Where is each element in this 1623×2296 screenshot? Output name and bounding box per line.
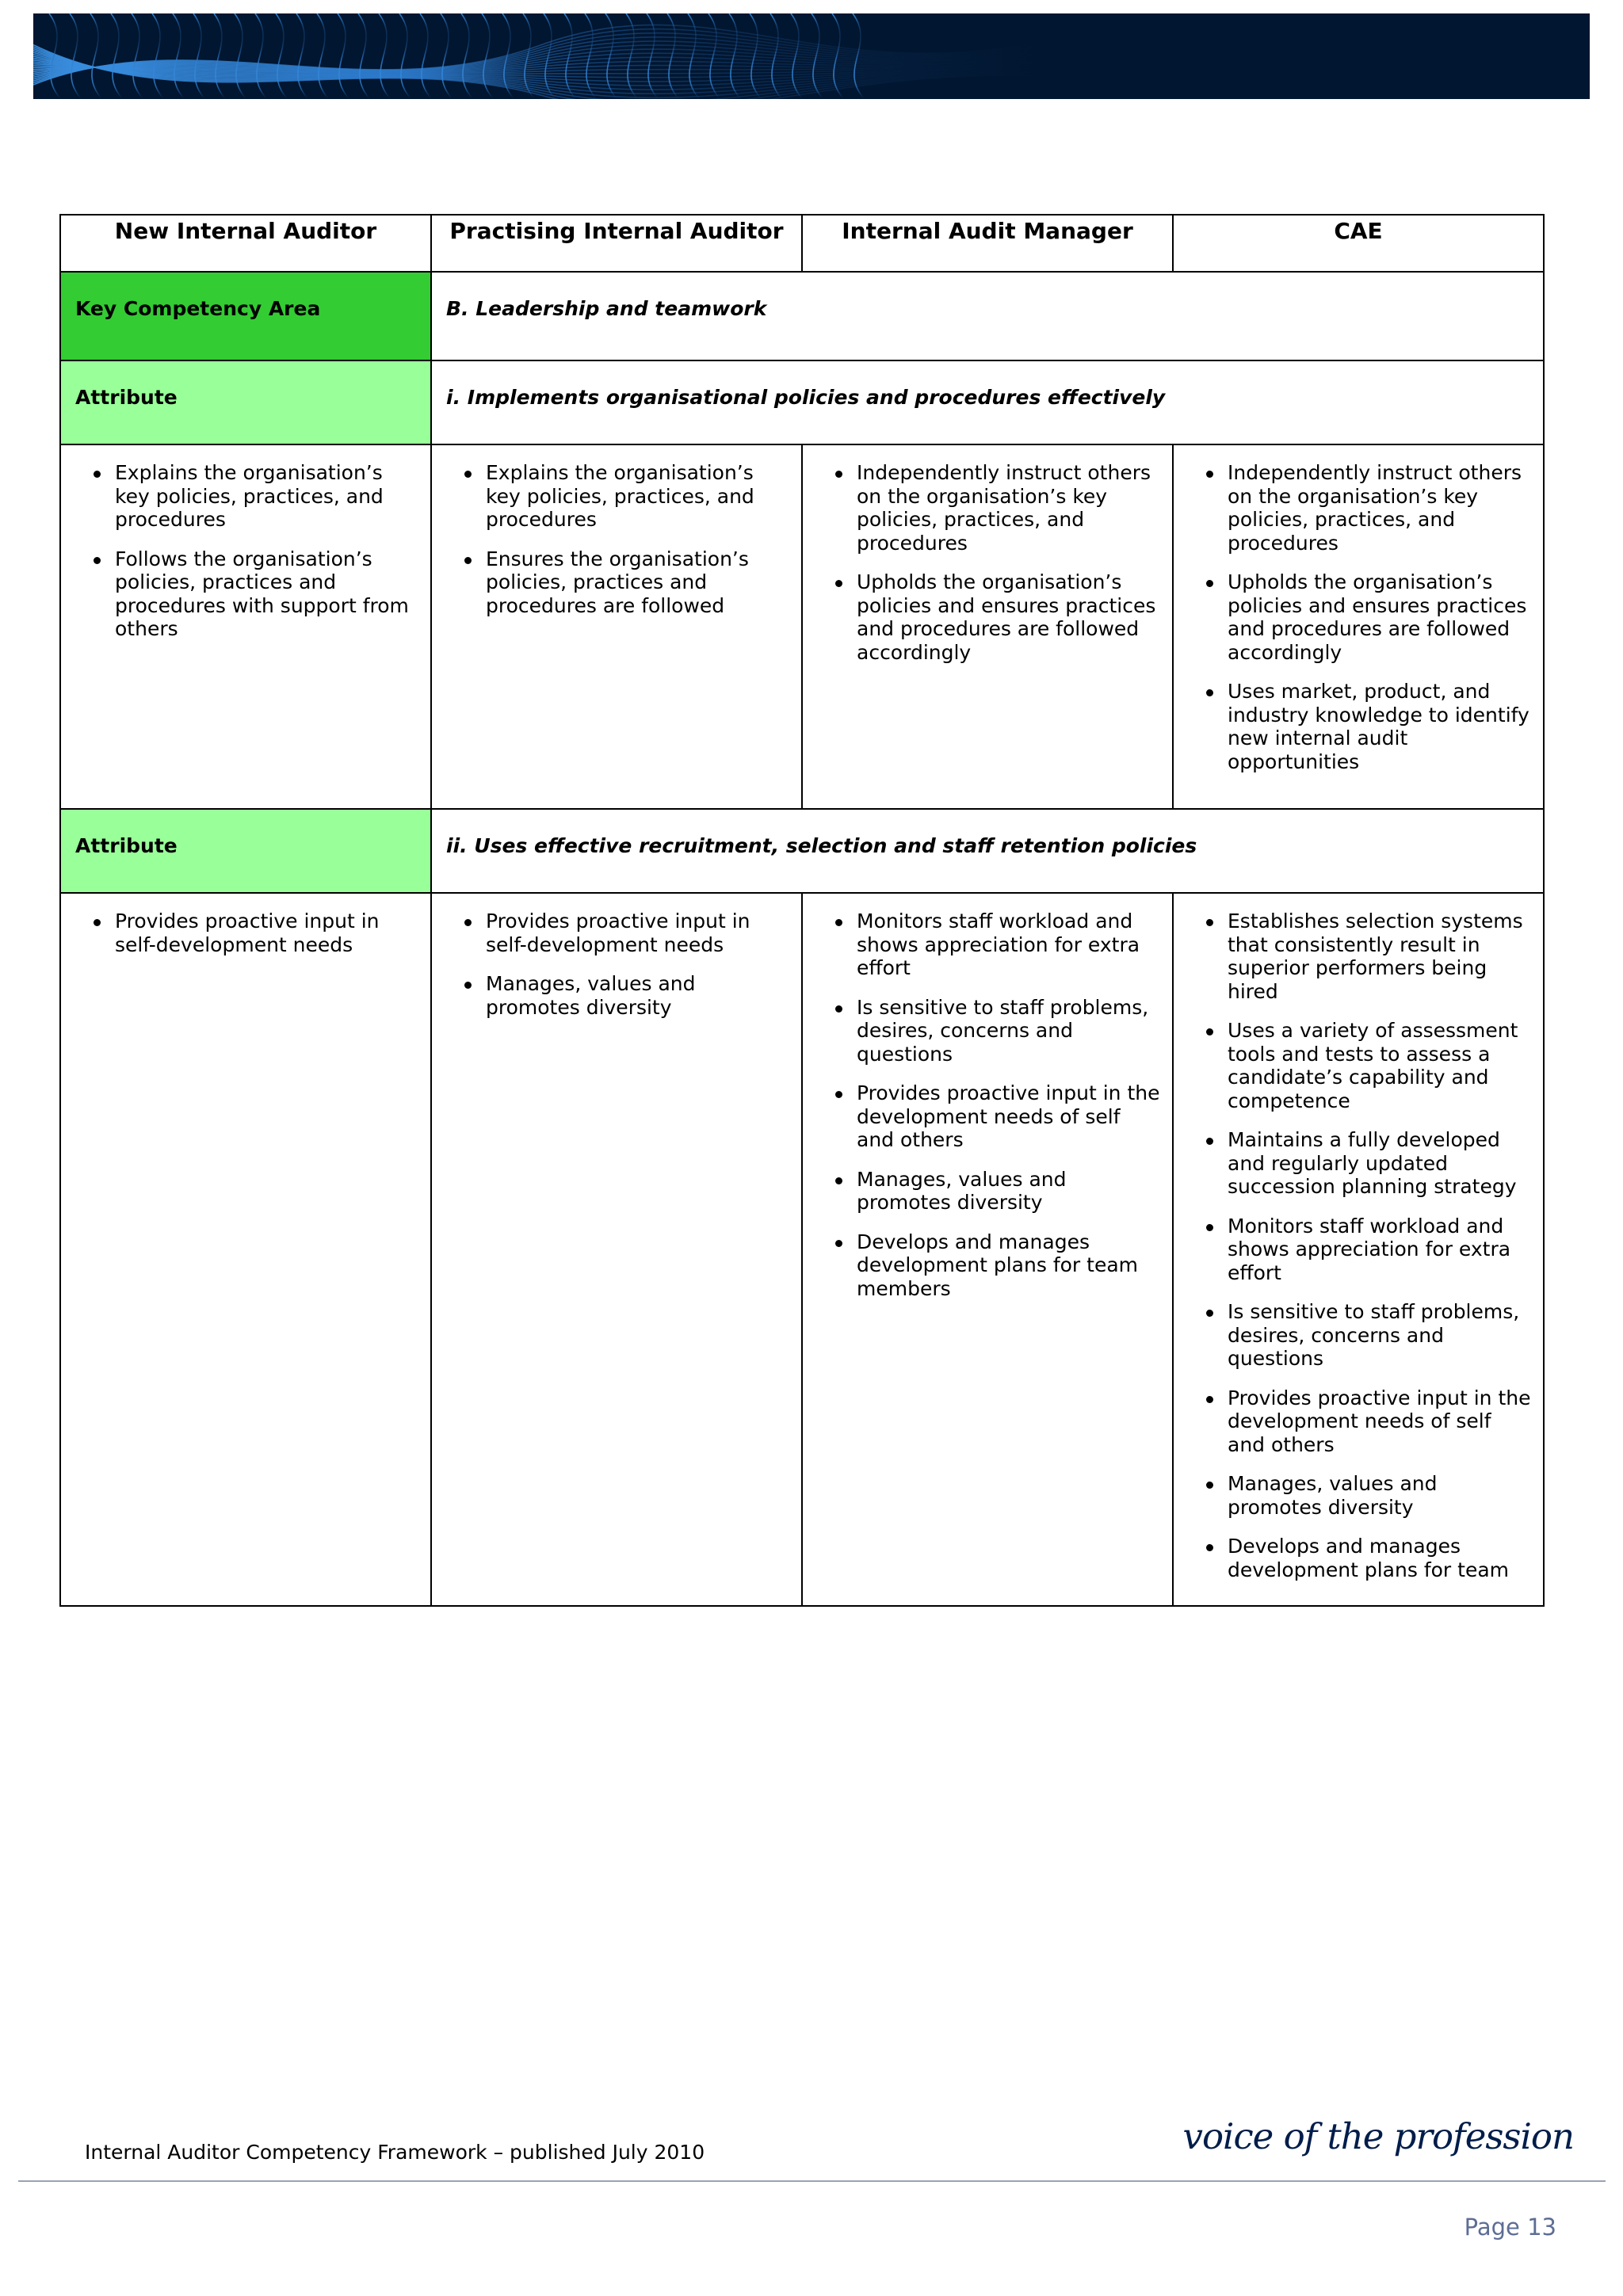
list-item: Explains the organisation’s key policies, practices, and procedures <box>486 461 790 532</box>
cell-practising-internal-auditor <box>431 893 802 1606</box>
list-item: Explains the organisation’s key policies, practices, and procedures <box>115 461 419 532</box>
attribute-label: Attribute <box>60 360 431 444</box>
key-competency-value: B. Leadership and teamwork <box>431 272 1544 360</box>
list-item: Develops and manages development plans for team <box>1228 1535 1532 1581</box>
cell-cae <box>1173 444 1544 809</box>
cell-cae <box>1173 893 1544 1606</box>
attribute-value: ii. Uses effective recruitment, selection and staff retention policies <box>431 809 1544 893</box>
footer-publication-text: Internal Auditor Competency Framework – published July 2010 <box>85 2141 705 2164</box>
bullet-list <box>803 461 1161 664</box>
bullet-list <box>1174 910 1532 1581</box>
competency-table <box>59 214 1545 1607</box>
header-banner <box>33 13 1590 99</box>
list-item: Monitors staff workload and shows appreciation for extra effort <box>857 910 1161 980</box>
bullet-list <box>1174 461 1532 773</box>
key-competency-label: Key Competency Area <box>60 272 431 360</box>
list-item: Manages, values and promotes diversity <box>1228 1472 1532 1519</box>
list-item: Manages, values and promotes diversity <box>486 972 790 1019</box>
page-number: Page 13 <box>1464 2214 1556 2241</box>
list-item: Provides proactive input in the development needs of self and others <box>1228 1386 1531 1456</box>
bullet-list <box>432 461 790 617</box>
column-header-practising-internal-auditor: Practising Internal Auditor <box>431 215 802 272</box>
list-item: Upholds the organisation’s policies and ensures practices and procedures are followed accordingly <box>1228 570 1532 664</box>
list-item: Is sensitive to staff problems, desires, concerns and questions <box>1228 1300 1532 1371</box>
competency-content-row-2 <box>60 893 1544 1606</box>
attribute-value: i. Implements organisational policies and procedures effectively <box>431 360 1544 444</box>
cell-new-internal-auditor <box>60 893 431 1606</box>
list-item: Provides proactive input in self-development needs <box>115 910 419 956</box>
attribute-label: Attribute <box>60 809 431 893</box>
bullet-list <box>61 461 419 641</box>
cell-internal-audit-manager <box>802 444 1173 809</box>
attribute-row-1 <box>60 360 1544 444</box>
list-item: Maintains a fully developed and regularly updated succession planning strategy <box>1228 1128 1532 1199</box>
list-item: Monitors staff workload and shows appreciation for extra effort <box>1228 1215 1532 1285</box>
list-item: Develops and manages development plans for team members <box>857 1230 1161 1301</box>
list-item: Uses a variety of assessment tools and tests to assess a candidate’s capability and competence <box>1228 1019 1532 1112</box>
bullet-list <box>432 910 790 1019</box>
bullet-list <box>803 910 1161 1300</box>
list-item: Independently instruct others on the organisation’s key policies, practices, and procedures <box>857 461 1161 555</box>
list-item: Is sensitive to staff problems, desires, concerns and questions <box>857 996 1161 1066</box>
column-header-internal-audit-manager: Internal Audit Manager <box>802 215 1173 272</box>
header-row <box>60 215 1544 272</box>
cell-internal-audit-manager <box>802 893 1173 1606</box>
cell-new-internal-auditor <box>60 444 431 809</box>
key-competency-row <box>60 272 1544 360</box>
list-item: Provides proactive input in self-development needs <box>486 910 790 956</box>
list-item: Follows the organisation’s policies, practices and procedures with support from others <box>115 547 419 641</box>
list-item: Ensures the organisation’s policies, practices and procedures are followed <box>486 547 790 618</box>
column-header-new-internal-auditor: New Internal Auditor <box>60 215 431 272</box>
footer-divider <box>18 2180 1606 2182</box>
column-header-cae: CAE <box>1173 215 1544 272</box>
list-item: Upholds the organisation’s policies and ensures practices and procedures are followed accordingly <box>857 570 1161 664</box>
competency-content-row-1 <box>60 444 1544 809</box>
brand-tagline-logo: voice of the profession <box>1182 2115 1574 2157</box>
cell-practising-internal-auditor <box>431 444 802 809</box>
wave-mesh-graphic <box>33 13 1590 99</box>
list-item: Uses market, product, and industry knowledge to identify new internal audit opportunities <box>1228 680 1532 773</box>
list-item: Manages, values and promotes diversity <box>857 1168 1161 1215</box>
list-item: Provides proactive input in the development needs of self and others <box>857 1081 1160 1151</box>
list-item: Establishes selection systems that consistently result in superior performers being hired <box>1228 910 1532 1003</box>
attribute-row-2 <box>60 809 1544 893</box>
list-item: Independently instruct others on the organisation’s key policies, practices, and procedures <box>1228 461 1532 555</box>
bullet-list <box>61 910 419 956</box>
